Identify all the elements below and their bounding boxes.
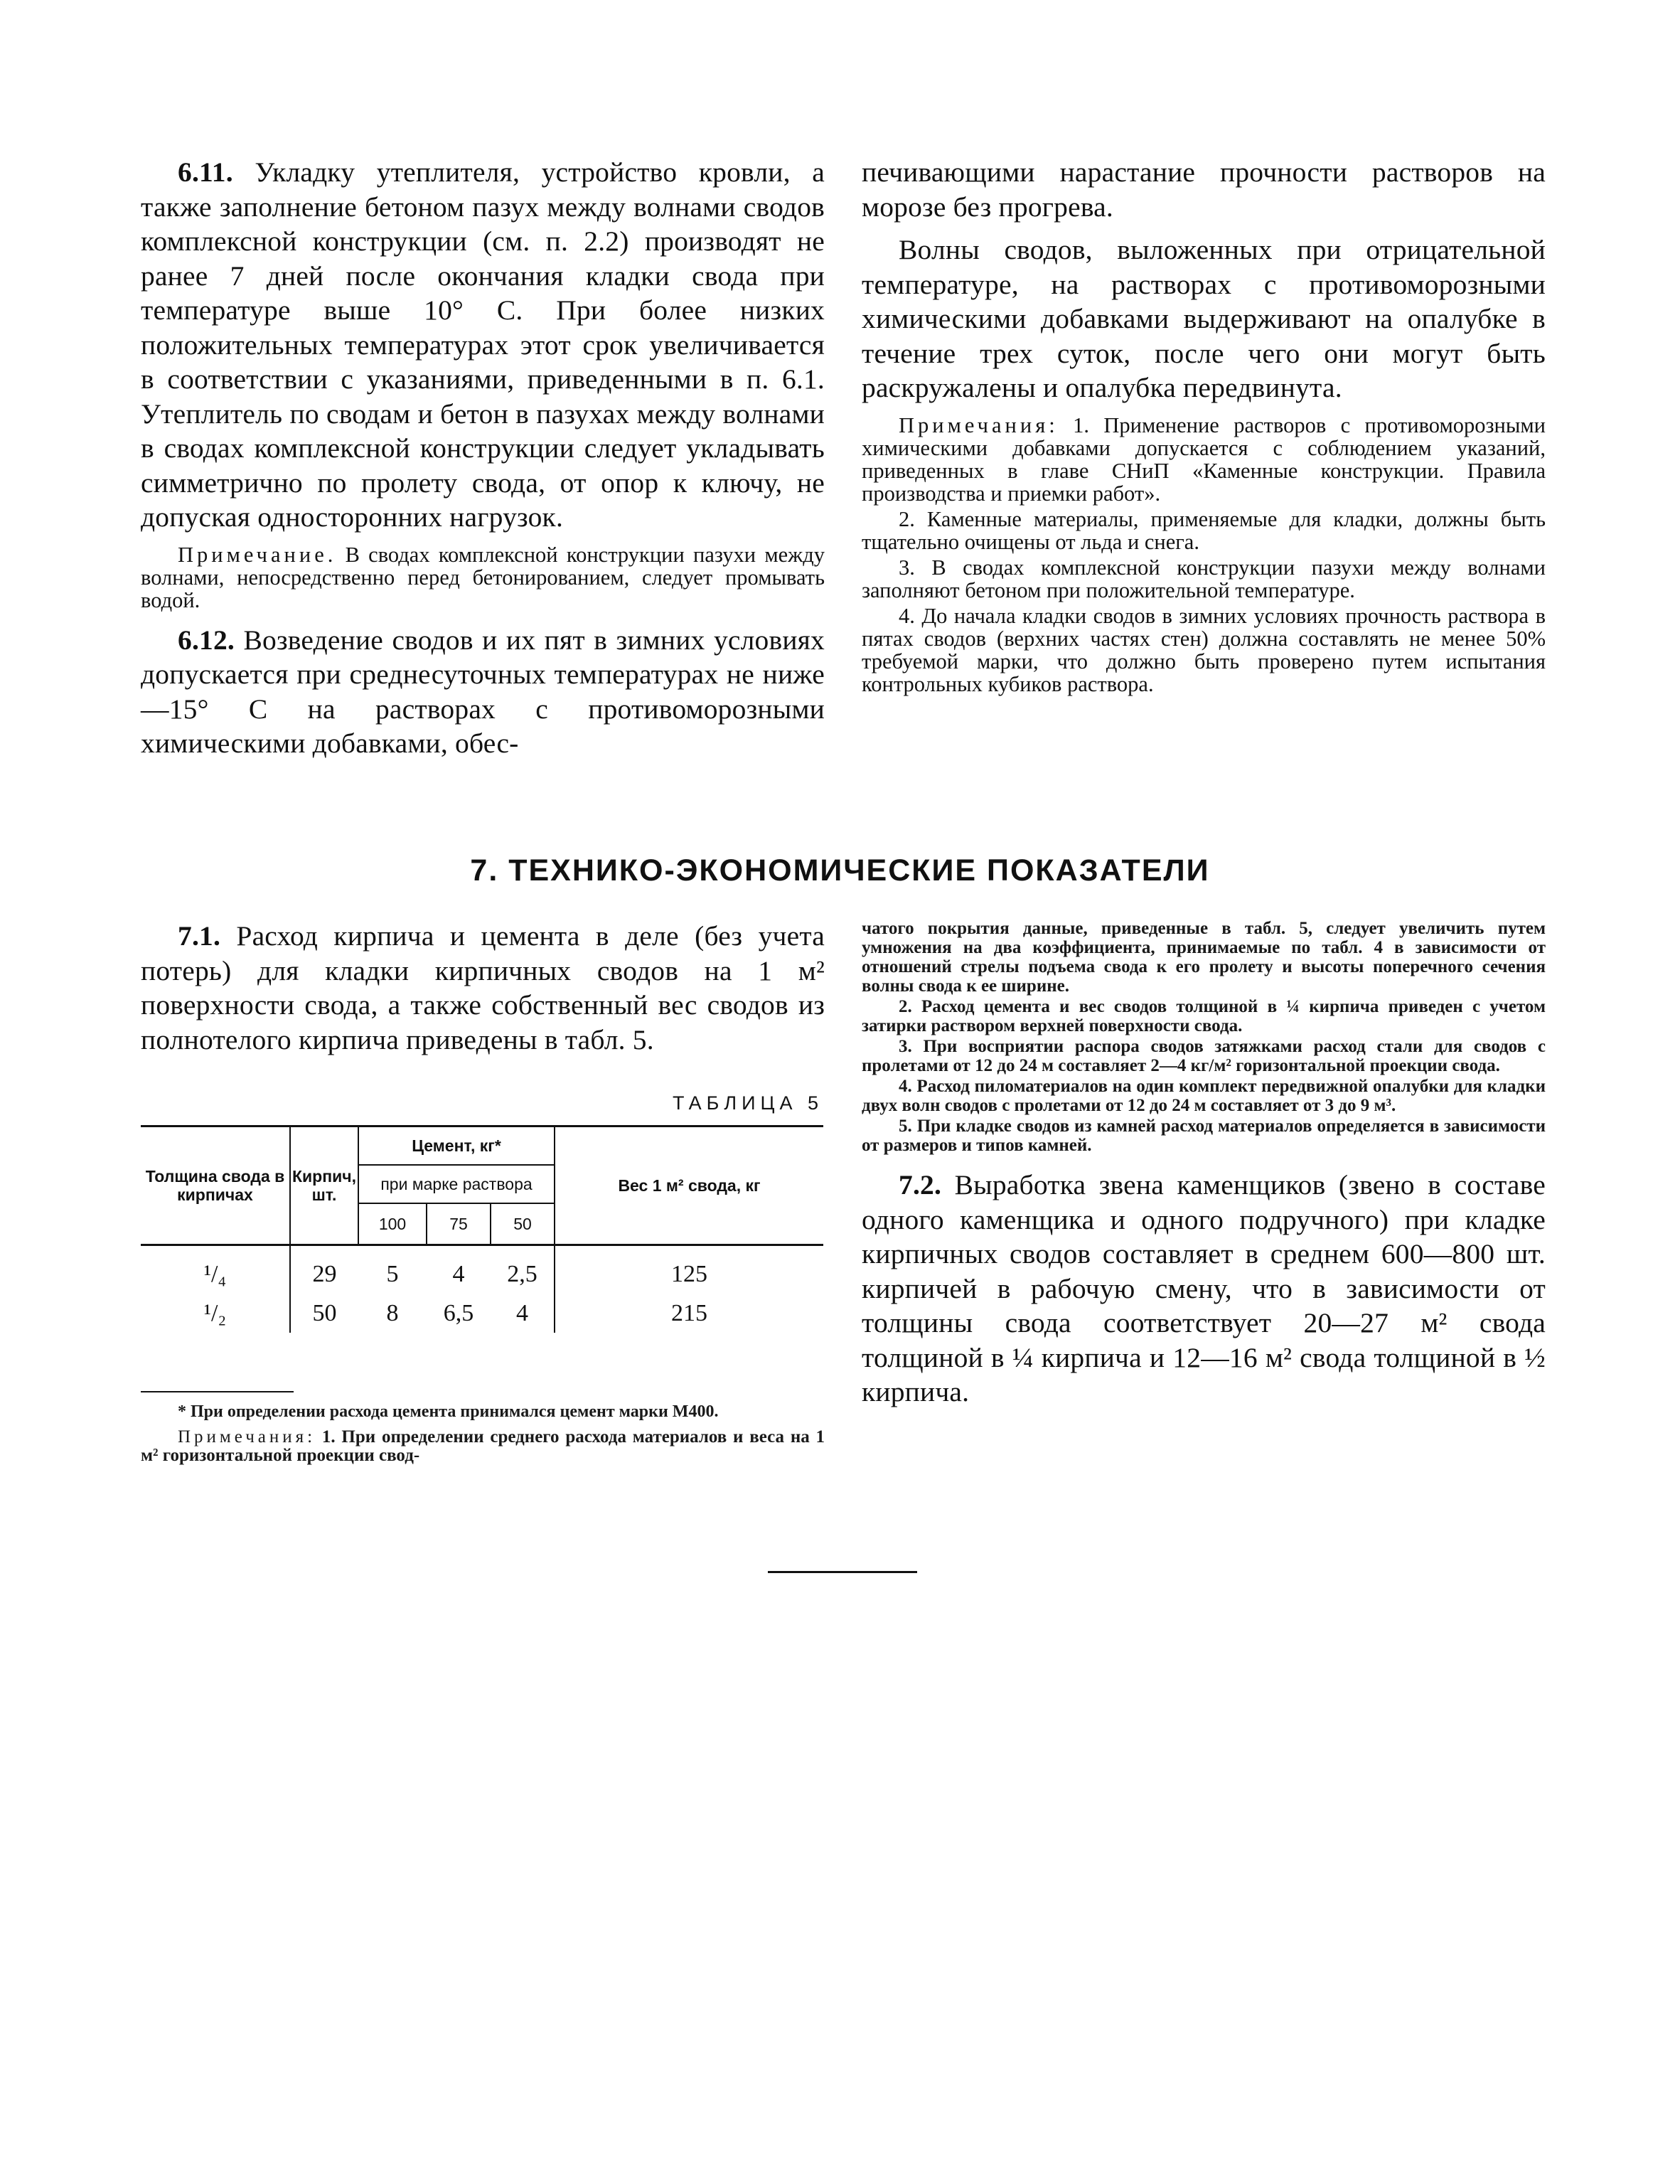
cell-cement-75: 6,5 [443,1299,474,1326]
note-6-11 [141,543,825,612]
cell-cement-100: 8 [386,1299,399,1326]
cell-weight: 215 [555,1294,823,1333]
table-note-2: 2. Расход цемента и вес сводов толщиной в ¼ кирпича приведен с учетом затирки раствором верхней поверхности свода. [862,997,1546,1035]
paragraph-frozen-vaults: Волны сводов, выложенных при отрицательной температуре, на растворах с противоморозными химическими добавками выдерживают на опалубке в течение трех суток, после чего они могут быть раскружалены и опалубка передвинута. [862,234,1546,403]
paragraph-text: Укладку утеплителя, устройство кровли, а также заполнение бетоном пазух между волнами сводов комплексной конструкции (см. п. 2.2) производят не ранее 7 дней после окончания кладки свода при температуре выше 10° С. При более низких положительных температурах этот срок увеличивается в соответствии с указаниями, приведенными в п. 6.1. Утеплитель по сводам и бетон в пазухах между волнами в сводах комплексной конструкции следует укладывать симметрично по пролету свода, от опор к ключу, не допуская односторонних нагрузок. [141,156,825,533]
cell-cement-75: 4 [452,1260,465,1287]
table-note-3: 3. При восприятии распора сводов затяжками расход стали для сводов с пролетами от 12 до 24 м составляет 2—4 кг/м² горизонтальной проекции свода. [862,1037,1546,1075]
note-1-continuation: чатого покрытия данные, приведенные в табл. 5, следует увеличить путем умножения на два коэффициента, принимаемые по табл. 4 в зависимости от отношений стрелы подъема свода к его пролету и высоты поперечного сечения волны свода к ее ширине. [862,919,1546,996]
cell-thickness: ¹/₂ [203,1299,227,1326]
right-column-bottom [862,919,1546,1418]
header-cement: Цемент, кг* [358,1126,555,1166]
header-bricks: Кирпич, шт. [290,1126,358,1245]
header-grade-75: 75 [427,1203,491,1245]
note-3: 3. В сводах комплексной конструкции пазухи между волнами заполняют бетоном при положительной температуре. [862,555,1546,602]
cell-bricks: 50 [290,1294,358,1333]
paragraph-continuation: печивающими нарастание прочности растворов на морозе без прогрева. [862,156,1546,223]
paragraph-7-2 [862,1168,1546,1410]
header-grade-50: 50 [491,1203,555,1245]
paragraph-6-11 [141,155,825,535]
note-body: 1. При определении среднего расхода материалов и веса на 1 м² горизонтальной проекции свод- [141,1427,825,1465]
table-note-5: 5. При кладке сводов из камней расход материалов определяется в зависимости от размеров и типов камней. [862,1117,1546,1155]
paragraph-text: Возведение сводов и их пят в зимних условиях допускается при среднесуточных температурах не ниже —15° С на растворах с противоморозными химическими добавками, обес- [141,624,825,759]
header-mortar-grade: при марке раствора [358,1165,555,1203]
end-divider [768,1571,917,1573]
paragraph-number: 7.2. [899,1169,942,1200]
paragraph-7-1 [141,919,825,1057]
cell-cement-50: 2,5 [507,1260,537,1287]
footnote-star: * При определении расхода цемента принимался цемент марки М400. [178,1402,719,1421]
header-thickness: Толщина свода в кирпичах [141,1126,290,1245]
note-body: 1. Применение растворов с противоморозными химическими добавками допускается с соблюдением указаний, приведенных в главе СНиП «Каменные конструкции. Правила производства и приемки работ». [862,412,1546,506]
footnote-note-1 [141,1428,825,1465]
paragraph-number: 7.1. [178,920,221,952]
cell-weight: 125 [555,1245,823,1294]
notes-label: Примечания: [178,1427,316,1447]
section-heading: 7. ТЕХНИКО-ЭКОНОМИЧЕСКИЕ ПОКАЗАТЕЛИ [470,853,1210,888]
note-body: В сводах комплексной конструкции пазухи между волнами, непосредственно перед бетонированием, следует промывать водой. [141,542,825,612]
table-footnotes [141,1402,825,1472]
left-column-bottom [141,919,825,1065]
cell-cement-50: 4 [516,1299,529,1326]
left-column-top [141,155,825,769]
cell-cement-100: 5 [386,1260,399,1287]
cell-bricks: 29 [290,1245,358,1294]
right-column-top [862,155,1546,698]
header-weight: Вес 1 м² свода, кг [555,1126,823,1245]
table-caption: ТАБЛИЦА 5 [673,1092,823,1114]
cell-thickness: ¹/₄ [203,1260,227,1287]
header-grade-100: 100 [358,1203,427,1245]
materials-table [141,1125,823,1333]
paragraph-6-12 [141,623,825,761]
table-row [141,1294,823,1333]
table-note-4: 4. Расход пиломатериалов на один комплект передвижной опалубки для кладки двух волн сводов с пролетами от 12 до 24 м составляет от 3 до 9 м³. [862,1077,1546,1115]
paragraph-number: 6.11. [178,156,233,188]
note-label: Примечание. [178,542,337,567]
note-2: 2. Каменные материалы, применяемые для кладки, должны быть тщательно очищены от льда и снега. [862,506,1546,554]
paragraph-text: Выработка звена каменщиков (звено в составе одного каменщика и одного подручного) при кладке кирпичных сводов составляет в среднем 600—800 шт. кирпичей в рабочую смену, что в зависимости от толщины свода соответствует 20—27 м² свода толщиной в ¼ кирпича и 12—16 м² свода толщиной в ½ кирпича. [862,1169,1546,1407]
paragraph-number: 6.12. [178,624,235,656]
note-4: 4. До начала кладки сводов в зимних условиях прочность раствора в пятах сводов (верхних частях стен) должна составлять не менее 50% требуемой марки, что должно быть проверено путем испытания контрольных кубиков раствора. [862,603,1546,696]
notes-label: Примечания: [899,412,1059,437]
note-1 [862,414,1546,505]
paragraph-text: Расход кирпича и цемента в деле (без учета потерь) для кладки кирпичных сводов на 1 м² поверхности свода, а также собственный вес сводов из полнотелого кирпича приведены в табл. 5. [141,920,825,1055]
footnote-divider [141,1391,294,1392]
table-row [141,1245,823,1294]
